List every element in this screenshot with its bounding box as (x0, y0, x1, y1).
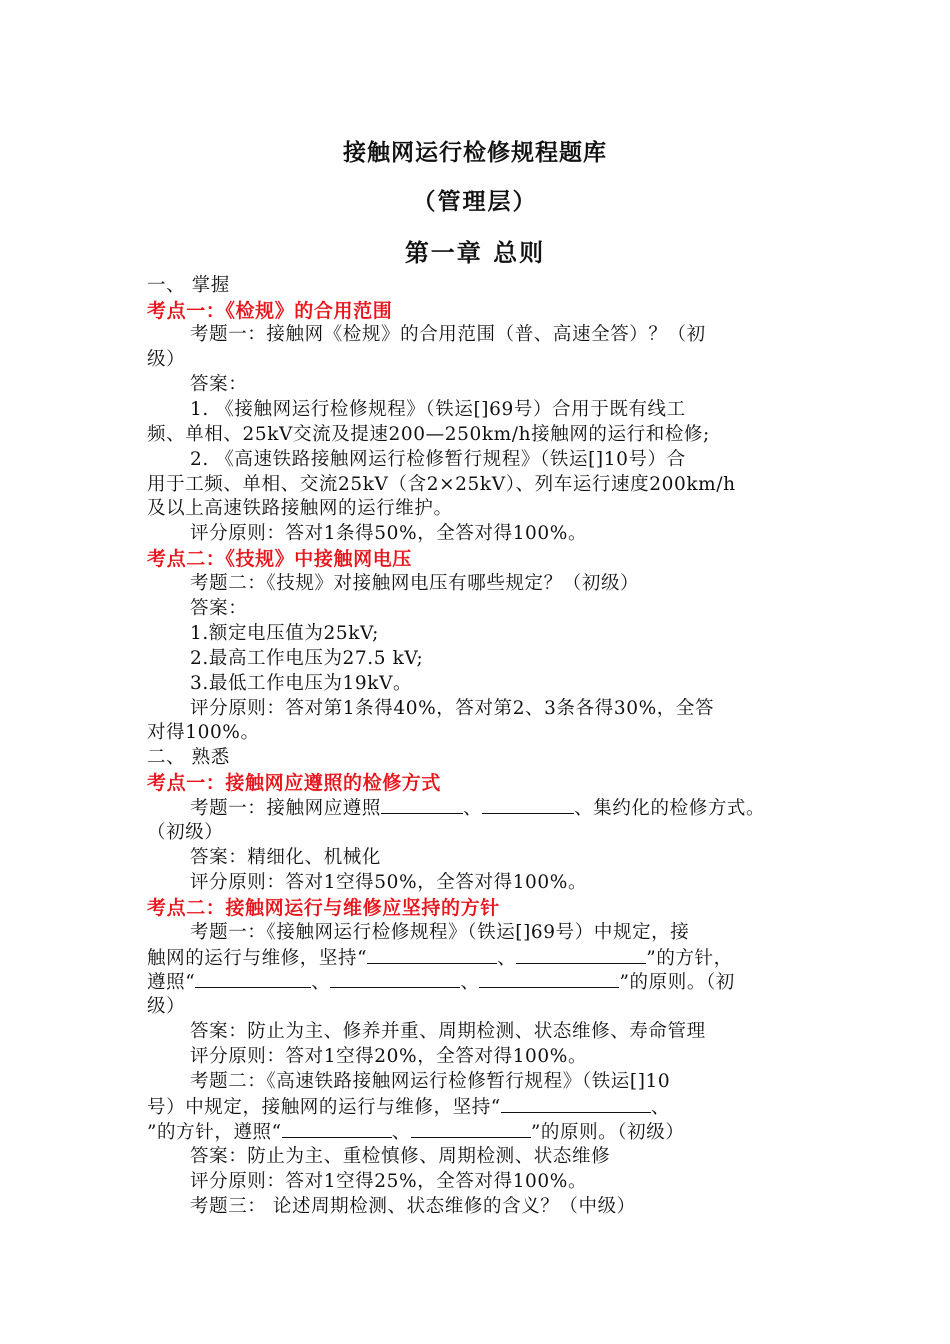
question-text: 号）中规定，接触网的运行与维修，坚持“ (147, 1097, 501, 1118)
question-text: 考题一：接触网《检规》的合用范围（普、高速全答）？（初 (190, 324, 706, 345)
separator: 、 (311, 972, 331, 993)
fill-blank-question (147, 946, 733, 971)
answer-blank (381, 796, 463, 814)
answer-blank (411, 1120, 531, 1138)
answer-text: 用于工频、单相、交流25kV（含2×25kV）、列车运行速度200km/h (147, 474, 736, 495)
answer-text: 及以上高速铁路接触网的运行维护。 (147, 498, 453, 519)
answer-blank (482, 796, 574, 814)
answer-text: 3.最低工作电压为19kV。 (190, 673, 413, 694)
answer-text: 2.最高工作电压为27.5 kV; (190, 648, 424, 669)
question-text: 触网的运行与维修，坚持“ (147, 948, 368, 969)
answer-blank (501, 1095, 651, 1113)
answer-blank (282, 1120, 392, 1138)
separator: 、 (497, 948, 517, 969)
key-point-heading: 考点二：接触网运行与维修应坚持的方针 (147, 897, 500, 919)
answer-blank (479, 970, 619, 988)
fill-blank-question (147, 1120, 684, 1145)
answer-text: 1.额定电压值为25kV; (190, 623, 379, 644)
answer-blank (516, 946, 646, 964)
fill-blank-question (147, 970, 735, 995)
scoring-rule: 评分原则：答对1空得25%，全答对得100%。 (190, 1171, 588, 1192)
answer-label: 答案： (190, 374, 248, 395)
separator: 、 (460, 972, 480, 993)
answer-label: 答案： (190, 598, 248, 619)
question-text: 遵照“ (147, 972, 196, 993)
question-text: 考题二：《技规》对接触网电压有哪些规定？（初级） (190, 573, 640, 594)
key-point-heading: 考点二：《技规》中接触网电压 (147, 548, 412, 570)
document-subtitle: （管理层） (412, 188, 538, 215)
scoring-rule: 评分原则：答对1空得20%，全答对得100%。 (190, 1046, 588, 1067)
question-text-cont: 级） (147, 349, 186, 370)
separator: 、 (463, 798, 483, 819)
scoring-rule: 评分原则：答对1条得50%，全答对得100%。 (190, 523, 588, 544)
separator: 、 (391, 1122, 411, 1143)
section-heading-master: 一、 掌握 (147, 275, 230, 296)
scoring-rule-cont: 对得100%。 (147, 722, 260, 743)
question-text: 考题一：接触网应遵照 (190, 798, 382, 819)
separator: 、 (650, 1097, 670, 1118)
question-text: 考题二：《高速铁路接触网运行检修暂行规程》（铁运[]10 (190, 1071, 671, 1092)
answer-text: 答案：精细化、机械化 (190, 847, 382, 868)
question-text: ”的方针，遵照“ (147, 1122, 282, 1143)
answer-blank (367, 946, 497, 964)
question-text: ”的原则。（初级） (530, 1122, 685, 1143)
question-text-cont: （初级） (147, 822, 224, 843)
scoring-rule: 评分原则：答对第1条得40%，答对第2、3条各得30%，全答 (190, 698, 715, 719)
question-text: ”的方针， (646, 948, 733, 969)
question-text: ”的原则。（初 (619, 972, 735, 993)
answer-text: 答案：防止为主、重检慎修、周期检测、状态维修 (190, 1146, 611, 1167)
question-text: 考题一：《接触网运行检修规程》（铁运[]69号）中规定，接 (190, 922, 690, 943)
scoring-rule: 评分原则：答对1空得50%，全答对得100%。 (190, 872, 588, 893)
document-title: 接触网运行检修规程题库 (343, 139, 607, 166)
chapter-heading: 第一章 总则 (404, 238, 546, 267)
answer-text: 答案：防止为主、修养并重、周期检测、状态维修、寿命管理 (190, 1021, 706, 1042)
key-point-heading: 考点一：《检规》的合用范围 (147, 300, 393, 322)
answer-text: 1. 《接触网运行检修规程》（铁运[]69号）合用于既有线工 (190, 399, 686, 420)
question-text: 、集约化的检修方式。 (574, 798, 766, 819)
fill-blank-question (190, 796, 765, 821)
key-point-heading: 考点一：接触网应遵照的检修方式 (147, 772, 442, 794)
section-heading-familiar: 二、 熟悉 (147, 747, 230, 768)
question-text-cont: 级） (147, 996, 186, 1017)
answer-blank (330, 970, 460, 988)
question-text: 考题三： 论述周期检测、状态维修的含义？（中级） (190, 1196, 636, 1217)
answer-text: 2. 《高速铁路接触网运行检修暂行规程》（铁运[]10号）合 (190, 449, 686, 470)
answer-text: 频、单相、25kV交流及提速200—250km/h接触网的运行和检修; (147, 424, 710, 445)
answer-blank (195, 970, 311, 988)
fill-blank-question (147, 1095, 670, 1120)
